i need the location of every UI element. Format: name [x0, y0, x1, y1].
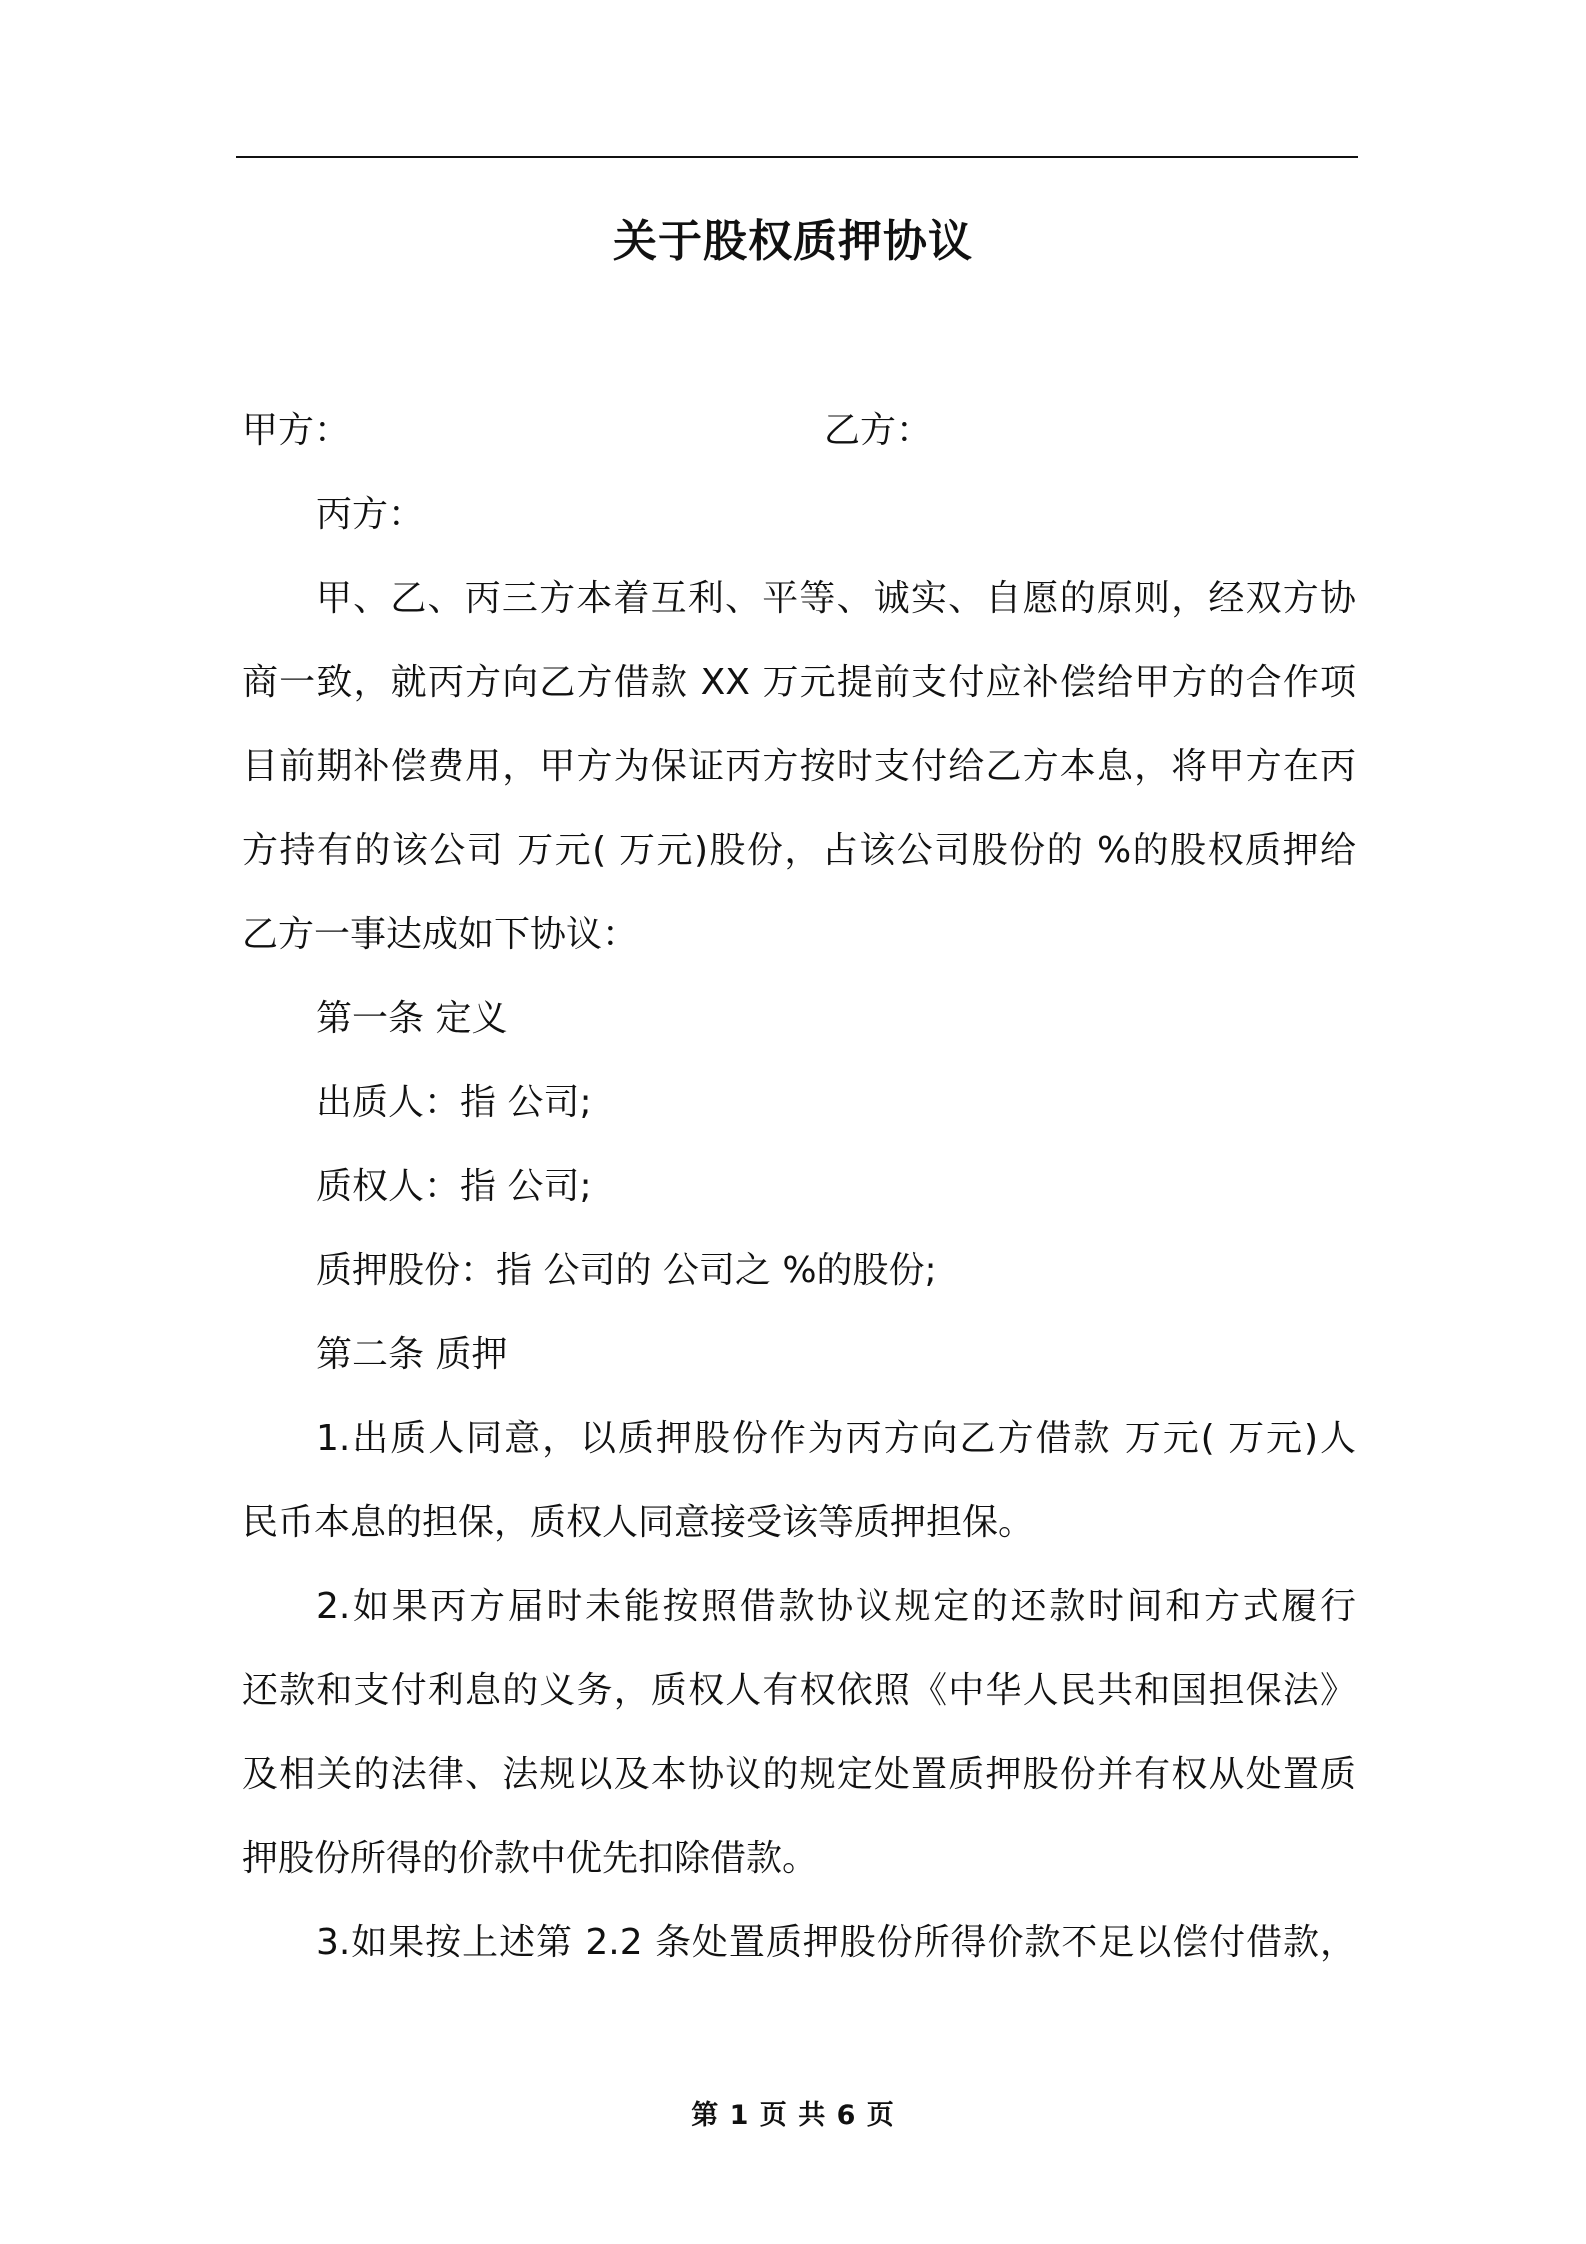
party-b-label: 乙方：: [824, 410, 933, 451]
article-2-heading: 第二条 质押: [316, 1334, 508, 1375]
document-title: 关于股权质押协议: [613, 216, 973, 267]
clause-2-line: 还款和支付利息的义务，质权人有权依照《中华人民共和国担保法》: [242, 1670, 1356, 1711]
definition-item: 质权人：指 公司;: [316, 1166, 592, 1207]
header-rule: [236, 156, 1358, 158]
definition-item: 质押股份：指 公司的 公司之 %的股份;: [316, 1250, 937, 1291]
clause-2-line: 押股份所得的价款中优先扣除借款。: [242, 1838, 819, 1879]
clause-1-line: 民币本息的担保，质权人同意接受该等质押担保。: [242, 1502, 1035, 1543]
definition-item: 出质人：指 公司;: [316, 1082, 592, 1123]
article-1-heading: 第一条 定义: [316, 998, 508, 1039]
preamble-line: 乙方一事达成如下协议：: [242, 914, 639, 955]
preamble-line: 方持有的该公司 万元( 万元)股份，占该公司股份的 %的股权质押给: [242, 830, 1356, 871]
preamble-line: 目前期补偿费用，甲方为保证丙方按时支付给乙方本息，将甲方在丙: [242, 746, 1356, 787]
page-number: 第 1 页 共 6 页: [691, 2100, 895, 2131]
party-a-label: 甲方：: [242, 410, 351, 451]
clause-2-line: 2.如果丙方届时未能按照借款协议规定的还款时间和方式履行: [316, 1586, 1356, 1627]
clause-3-line: 3.如果按上述第 2.2 条处置质押股份所得价款不足以偿付借款，: [316, 1922, 1356, 1963]
party-c-label: 丙方：: [316, 494, 425, 535]
clause-1-line: 1.出质人同意，以质押股份作为丙方向乙方借款 万元( 万元)人: [316, 1418, 1356, 1459]
preamble-line: 商一致，就丙方向乙方借款 XX 万元提前支付应补偿给甲方的合作项: [242, 662, 1356, 703]
preamble-line: 甲、乙、丙三方本着互利、平等、诚实、自愿的原则，经双方协: [316, 578, 1356, 619]
clause-2-line: 及相关的法律、法规以及本协议的规定处置质押股份并有权从处置质: [242, 1754, 1356, 1795]
